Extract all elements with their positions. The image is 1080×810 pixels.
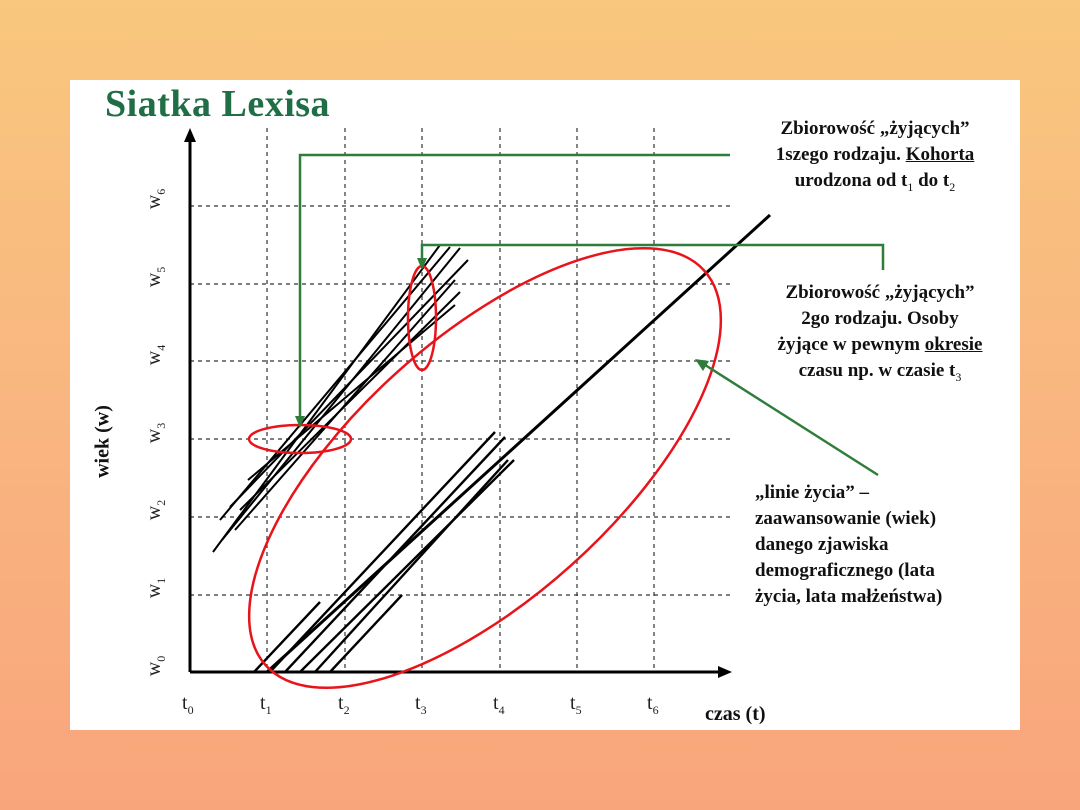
t-tick-4: $t_4$ (493, 692, 505, 717)
t-tick-2: $t_2$ (338, 692, 350, 717)
t-tick-0: $t_0$ (182, 692, 194, 717)
w-tick-4: $w_4$ (143, 344, 168, 366)
x-axis-label: czas (t) (705, 703, 766, 725)
annotation-second-kind: Zbiorowość „żyjących” 2go rodzaju. Osoby żyjące w pewnym okresie czasu np. w czasie $t_3$ (777, 282, 983, 384)
slide-title: Siatka Lexisa (105, 83, 331, 125)
t-tick-3: $t_3$ (415, 692, 427, 717)
annotation-life-lines: „linie życia” – zaawansowanie (wiek) danego zjawiska demograficznego (lata życia, lata małżeństwa) (755, 482, 943, 607)
t-tick-6: $t_6$ (647, 692, 659, 717)
w-tick-1: $w_1$ (143, 577, 168, 599)
x-axis-arrow (718, 666, 732, 678)
slide-panel (70, 80, 1020, 730)
highlight-ellipses (179, 174, 791, 730)
w-tick-3: $w_3$ (143, 422, 168, 444)
y-axis-label: wiek (w) (91, 405, 114, 478)
y-axis-arrow (184, 128, 196, 142)
cohort-life-lines (213, 245, 468, 552)
w-tick-2: $w_2$ (143, 499, 168, 521)
w-tick-0: $w_0$ (143, 655, 168, 677)
w-tick-5: $w_5$ (143, 266, 168, 288)
w-tick-6: $w_6$ (143, 188, 168, 210)
large-ellipse (179, 174, 791, 730)
grid-horizontal (190, 206, 732, 595)
t-tick-1: $t_1$ (260, 692, 272, 717)
t-tick-5: $t_5$ (570, 692, 582, 717)
annotation-first-kind: Zbiorowość „żyjących” 1szego rodzaju. Kohorta urodzona od $t_1$ do $t_2$ (775, 118, 975, 194)
